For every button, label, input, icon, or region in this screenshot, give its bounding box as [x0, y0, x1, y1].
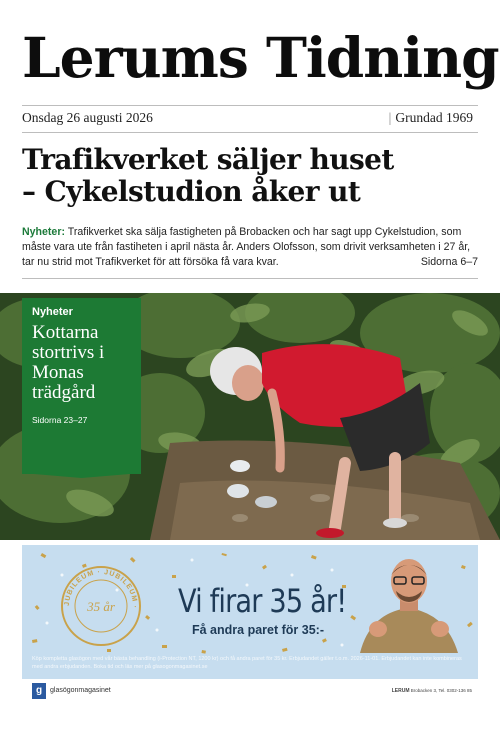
lead-headline[interactable]: [22, 144, 478, 208]
store-street-phone: Brobacken 3, Tel. 0302-136 85: [410, 688, 472, 693]
divider: [22, 278, 478, 279]
teaser-pages: Sidorna 23–27: [32, 415, 88, 425]
svg-text:JUBILEUM · JUBILEUM ·: JUBILEUM · JUBILEUM ·: [63, 568, 139, 610]
advertisement[interactable]: [22, 545, 478, 679]
dateline: [22, 110, 478, 128]
lead-body: Trafikverket ska sälja fastigheten på Brobacken och har sagt upp Cykelstudion, som måste vara ute från fastiheten i april nästa år. Anders Olofsson, som drivit verksamheten i 27 år, tar nu strid mot Trafikverket för att försöka få vara kvar.: [22, 226, 471, 268]
presenter-photo: [350, 553, 468, 653]
founded-year: Grundad 1969: [395, 110, 473, 125]
ad-subline: Få andra paret för 35:-: [192, 623, 324, 637]
store-address: [392, 688, 472, 694]
brand-name: glasögonmagasinet: [50, 687, 111, 694]
page-reference: Sidorna 6–7: [417, 255, 478, 270]
teaser-box[interactable]: [22, 298, 141, 474]
svg-text:35 år: 35 år: [87, 599, 115, 614]
divider: [22, 105, 478, 106]
headline-line: Trafikverket säljer huset: [22, 143, 394, 176]
section-kicker: Nyheter:: [22, 226, 65, 238]
masthead-title: Lerums Tidning: [22, 25, 499, 90]
ad-footer[interactable]: [22, 683, 478, 701]
store-city: LERUM: [391, 688, 410, 694]
issue-date: Onsdag 26 augusti 2026: [22, 110, 153, 125]
teaser-pointer: [22, 473, 141, 478]
jubilee-badge: [60, 565, 142, 647]
lead-summary[interactable]: [22, 225, 478, 270]
ad-fine-print: Köp kompletta glasögon med vår bästa behandling (i-Protection NT, 1200 kr) och få andra paret för 35 kr. Erbjudandet gäller t.o.m. 2026-11-01. Erbjudandet kan inte kombineras med andra erbjudanden. Boka tid och läs mer på glasogonmagasinet.se: [32, 656, 462, 670]
founded-line: [389, 110, 473, 126]
brand-logo-icon: g: [32, 683, 46, 699]
divider: [22, 132, 478, 133]
ad-headline: Vi firar 35 år!: [178, 582, 347, 620]
teaser-title: Kottarna stortrivs i Monas trädgård: [32, 322, 105, 403]
headline-line: – Cykelstudion åker ut: [22, 175, 361, 208]
teaser-section: Nyheter: [32, 306, 73, 318]
separator: |: [388, 110, 392, 125]
